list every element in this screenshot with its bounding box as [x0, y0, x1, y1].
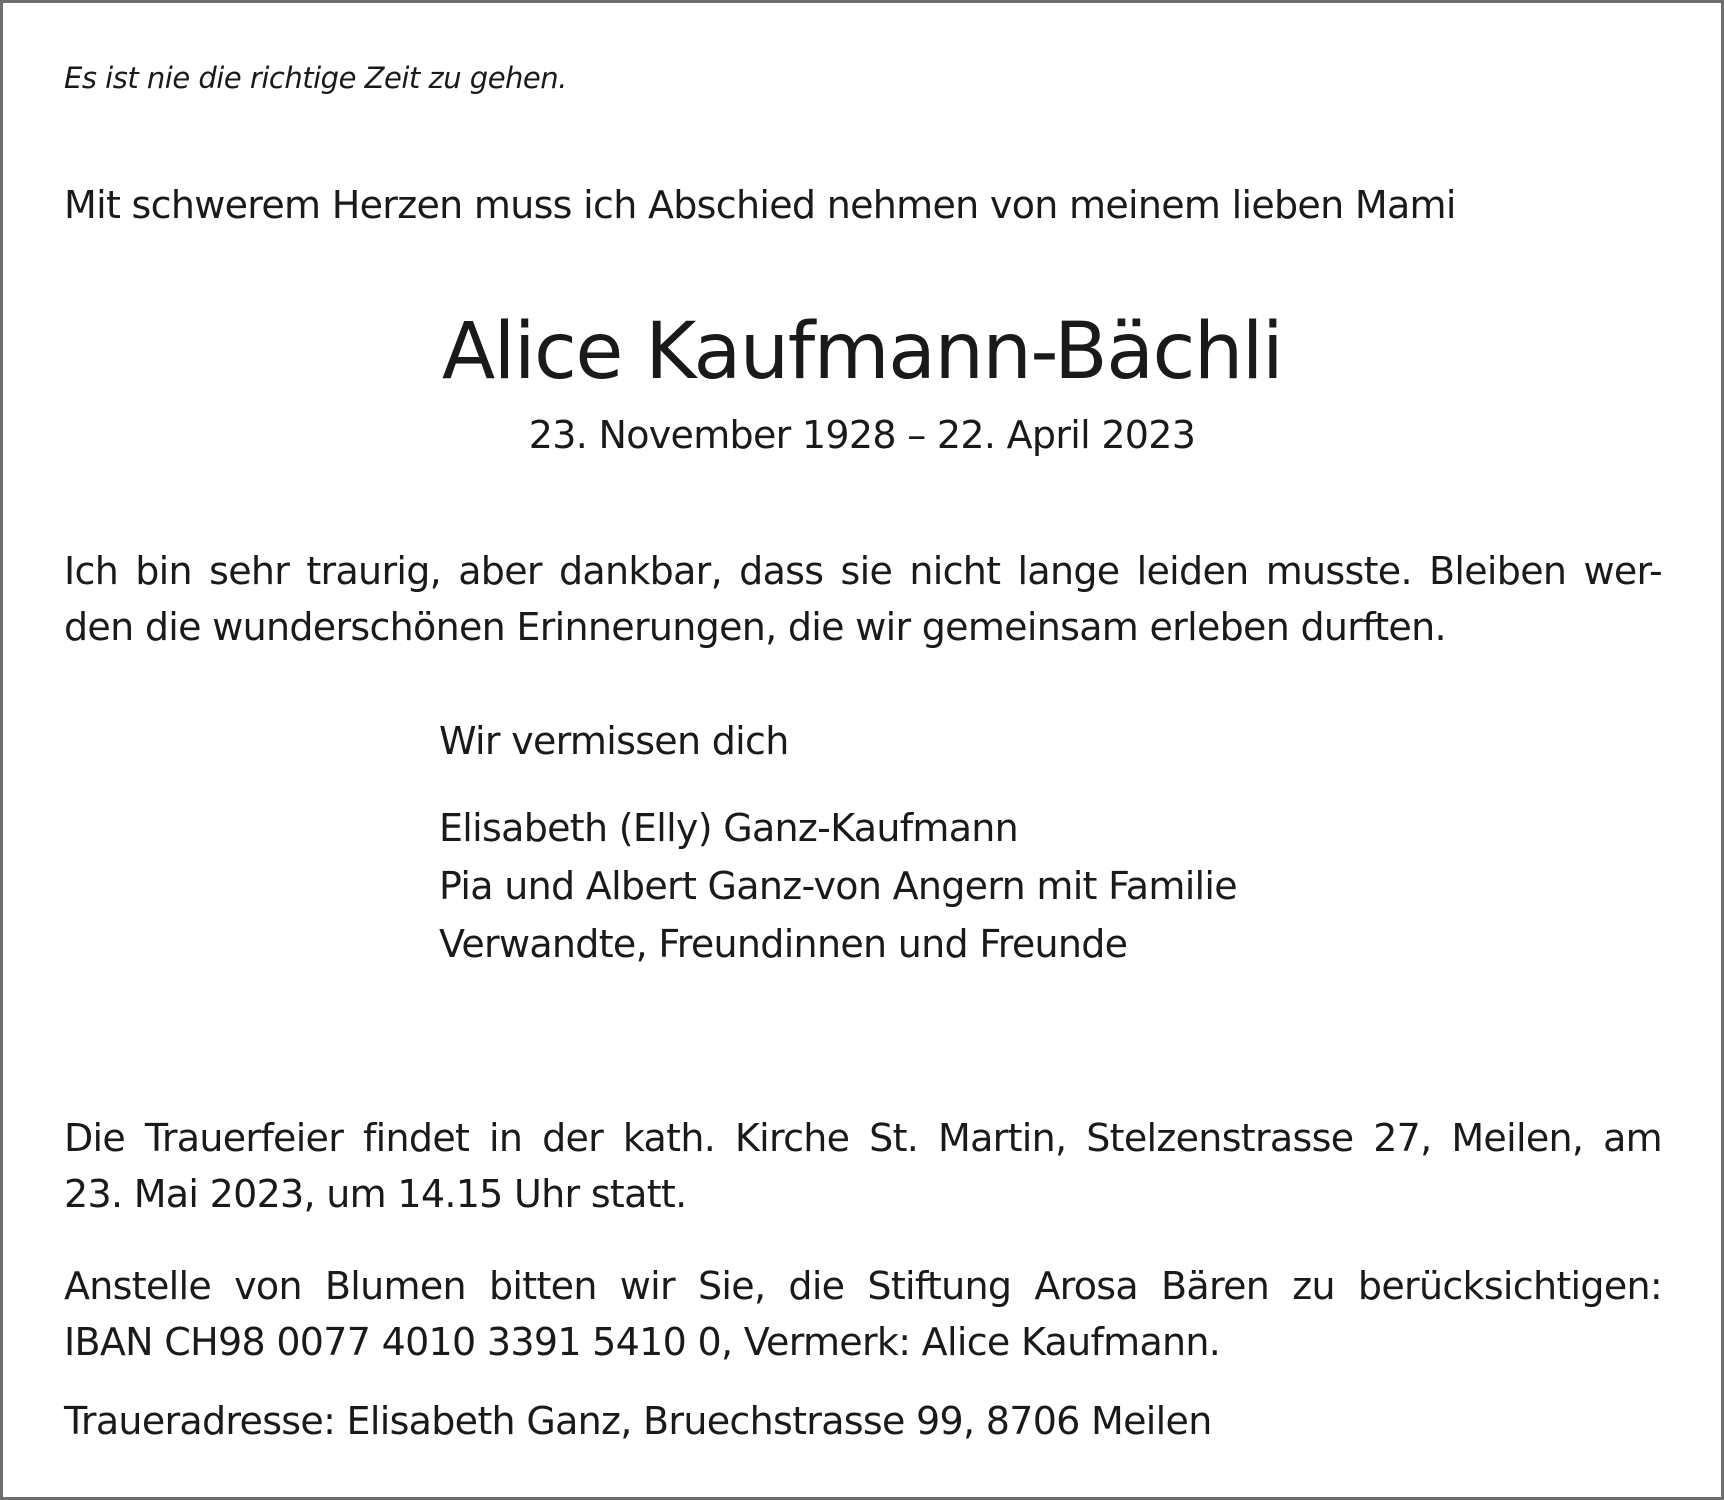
deceased-name: Alice Kaufmann-Bächli — [441, 307, 1283, 397]
donation-line: Anstelle von Blumen bitten wir Sie, die Stiftung Arosa Bären zu berücksichtigen: — [64, 1264, 1662, 1308]
signoff-line: Wir vermissen dich — [439, 719, 789, 763]
signers-list — [439, 799, 1237, 973]
ceremony-line: 23. Mai 2023, um 14.15 Uhr statt. — [64, 1172, 687, 1216]
motto-line: Es ist nie die richtige Zeit zu gehen. — [64, 61, 567, 95]
life-dates: 23. November 1928 – 22. April 2023 — [528, 413, 1196, 457]
message-paragraph — [64, 543, 1664, 655]
message-line: den die wunderschönen Erinnerungen, die wir gemeinsam erleben durften. — [64, 605, 1446, 649]
message-line: Ich bin sehr traurig, aber dankbar, dass sie nicht lange leiden musste. Bleiben wer- — [64, 549, 1662, 593]
address-paragraph — [64, 1393, 1664, 1449]
mourning-address: Traueradresse: Elisabeth Ganz, Bruechstrasse 99, 8706 Meilen — [64, 1399, 1212, 1443]
ceremony-line: Die Trauerfeier findet in der kath. Kirche St. Martin, Stelzenstrasse 27, Meilen, am — [64, 1116, 1662, 1160]
signer-item: Verwandte, Freundinnen und Freunde — [439, 922, 1128, 966]
signer-item: Elisabeth (Elly) Ganz-Kaufmann — [439, 806, 1019, 850]
intro-line: Mit schwerem Herzen muss ich Abschied nehmen von meinem lieben Mami — [64, 183, 1456, 227]
ceremony-paragraph — [64, 1110, 1664, 1222]
donation-line: IBAN CH98 0077 4010 3391 5410 0, Vermerk: Alice Kaufmann. — [64, 1320, 1221, 1364]
signer-item: Pia und Albert Ganz-von Angern mit Familie — [439, 864, 1237, 908]
donation-paragraph — [64, 1258, 1664, 1370]
